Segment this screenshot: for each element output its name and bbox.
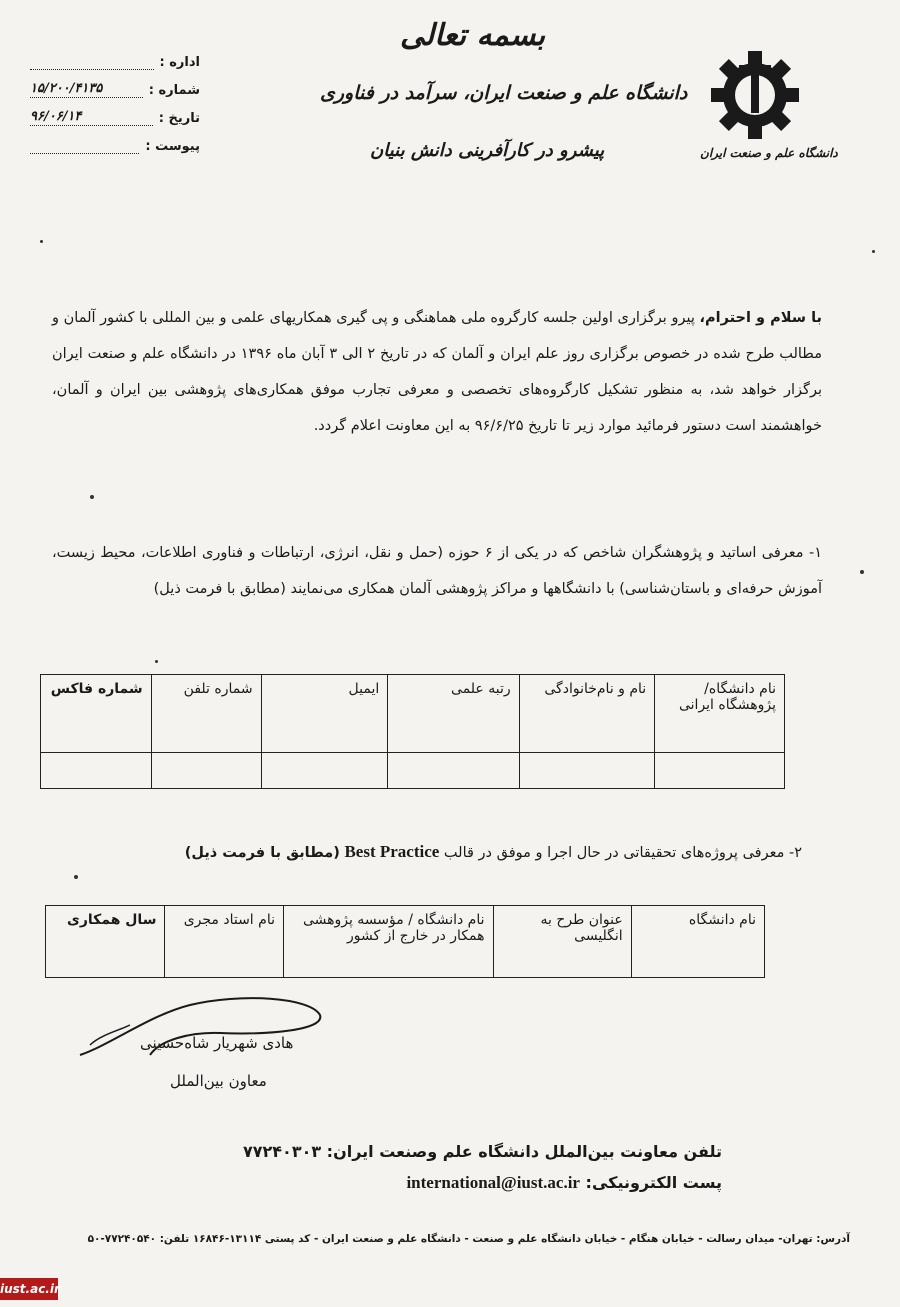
attachment-label: پیوست : xyxy=(145,139,200,154)
paragraph-text: پیرو برگزاری اولین جلسه کارگروه ملی هماهنگی و پی گیری همکاریهای علمی و بین المللی با کشور آلمان و مطالب طرح شده در خصوص برگزاری روز علم ایران و آلمان که در تاریخ ۲ الی ۳ آبان ماه ۱۳۹۶ در دانشگاه علم و صنعت ایران برگزار خواهد شد، به منظور تشکیل کارگروه‌های تخصصی و معرفی تجارب موفق همکاری‌های پژوهشی بین ایران و آلمان، خواهشمند است دستور فرمائید موارد زیر تا تاریخ ۹۶/۶/۲۵ به این معاونت اعلام گردد. xyxy=(52,310,822,434)
university-slogan: پیشرو در کارآفرینی دانش بنیان xyxy=(370,140,605,161)
attachment-field xyxy=(30,126,200,154)
letter-meta-fields xyxy=(30,42,200,154)
item-2-suffix: (مطابق با فرمت ذیل) xyxy=(184,845,340,861)
date-label: تاریخ : xyxy=(158,111,200,126)
table-header-cell: شماره فاکس xyxy=(41,675,152,753)
table-header-cell: نام دانشگاه/ پژوهشگاه ایرانی xyxy=(655,675,785,753)
logo-caption: دانشگاه علم و صنعت ایران xyxy=(700,146,838,160)
table-cell xyxy=(655,753,785,789)
address-line: آدرس: تهران- میدان رسالت - خیابان هنگام - خیابان دانشگاه علم و صنعت - دانشگاه علم و صنعت ایران - کد پستی ۱۳۱۱۴-۱۶۸۴۶ تلفن: ۷۷۲۴۰۵۴۰-۵۰ xyxy=(87,1233,850,1245)
number-field xyxy=(30,70,200,98)
table-header-cell: عنوان طرح به انگلیسی xyxy=(493,906,631,978)
table-row xyxy=(41,753,785,789)
table-header-cell: رتبه علمی xyxy=(388,675,519,753)
table-header-cell: نام و نام‌خانوادگی xyxy=(519,675,655,753)
attachment-value xyxy=(30,152,139,154)
table-row xyxy=(41,675,785,753)
scan-speck xyxy=(74,875,78,879)
office-value xyxy=(30,68,154,70)
scan-speck xyxy=(40,240,43,243)
greeting: با سلام و احترام، xyxy=(699,310,822,326)
main-paragraph xyxy=(52,300,822,444)
table-header-cell: سال همکاری xyxy=(46,906,165,978)
date-field xyxy=(30,98,200,126)
signatory-title: معاون بین‌الملل xyxy=(170,1072,267,1090)
scan-speck xyxy=(155,660,158,663)
table-header-cell: نام استاد مجری xyxy=(165,906,284,978)
number-value: ۱۵/۲۰۰/۴۱۳۵ xyxy=(30,81,143,98)
item-2-english: Best Practice xyxy=(344,842,440,861)
table-header-cell: نام دانشگاه xyxy=(631,906,764,978)
table-cell xyxy=(151,753,261,789)
table-header-cell: ایمیل xyxy=(261,675,388,753)
number-label: شماره : xyxy=(148,83,200,98)
email-value: international@iust.ac.ir xyxy=(406,1173,580,1192)
scan-speck xyxy=(90,495,94,499)
university-motto: دانشگاه علم و صنعت ایران، سرآمد در فناوری xyxy=(320,82,688,104)
table-cell xyxy=(261,753,388,789)
table-row xyxy=(46,906,765,978)
office-label: اداره : xyxy=(159,55,200,70)
item-2-prefix: ۲- معرفی پروژه‌های تحقیقاتی در حال اجرا و موفق در قالب xyxy=(443,845,802,861)
table-header-cell: نام دانشگاه / مؤسسه پژوهشی همکار در خارج از کشور xyxy=(283,906,493,978)
office-field xyxy=(30,42,200,70)
contact-phone: تلفن معاونت بین‌الملل دانشگاه علم وصنعت ایران: ۷۷۲۴۰۳۰۳ xyxy=(242,1142,722,1161)
handwritten-signature xyxy=(70,985,330,1065)
email-label: پست الکترونیکی: xyxy=(585,1173,722,1192)
researchers-table xyxy=(40,674,785,789)
bismillah-heading: بسمه تعالی xyxy=(400,18,546,53)
item-2 xyxy=(185,842,802,862)
table-cell xyxy=(388,753,519,789)
table-cell xyxy=(519,753,655,789)
signatory-name: هادی شهریار شاه‌حسینی xyxy=(140,1034,294,1052)
table-header-cell: شماره تلفن xyxy=(151,675,261,753)
watermark-text: iust.ac.ir xyxy=(0,1282,60,1296)
contact-email xyxy=(406,1173,722,1193)
date-value: ۹۶/۰۶/۱۴ xyxy=(30,109,153,126)
scan-speck xyxy=(872,250,875,253)
site-watermark xyxy=(0,1278,58,1300)
scan-speck xyxy=(860,570,864,574)
table-cell xyxy=(41,753,152,789)
item-1: ۱- معرفی اساتید و پژوهشگران شاخص که در یکی از ۶ حوزه (حمل و نقل، انرژی، ارتباطات و فناوری اطلاعات، محیط زیست، آموزش حرفه‌ای و باستان‌شناسی) با دانشگاهها و مراکز پژوهشی آلمان همکاری می‌نمایند (مطابق با فرمت ذیل) xyxy=(52,545,822,597)
projects-table xyxy=(45,905,765,978)
